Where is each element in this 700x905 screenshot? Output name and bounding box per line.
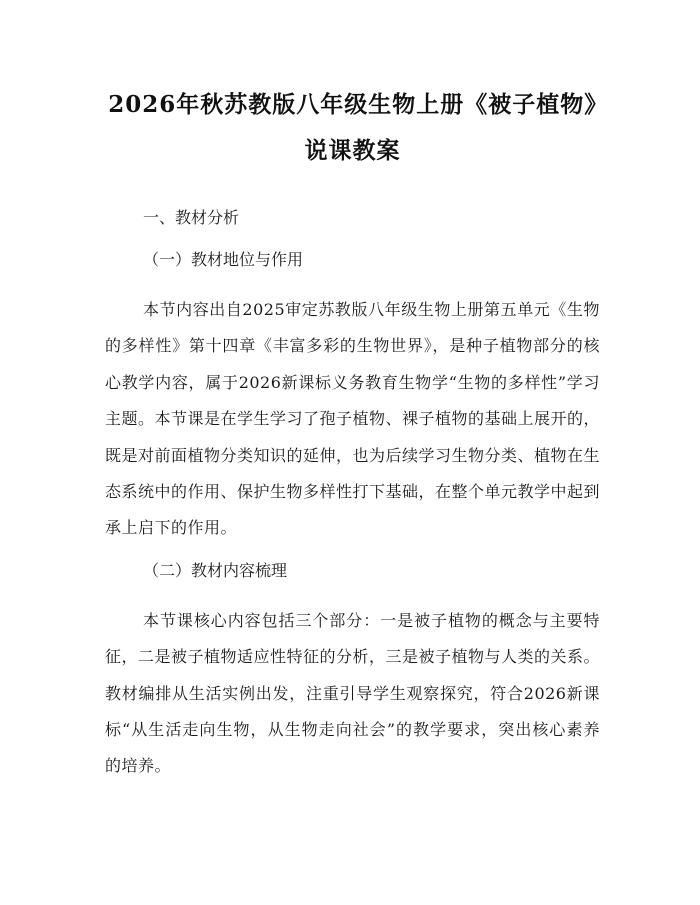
subsection-heading-content-outline: （二）教材内容梳理 (143, 560, 288, 580)
subsection-heading-status-role: （一）教材地位与作用 (143, 250, 304, 269)
paragraph-status-role: 本节内容出自2025审定苏教版八年级生物上册第五单元《生物的多样性》第十四章《丰富多彩的生物世界》，是种子植物部分的核心教学内容，属于2026新课标义务教育生物学“生物的多样性”学习主题。本节课是在学生学习了孢子植物、裸子植物的基础上展开的，既是对前面植物分类知识的延伸，也为后续学习生物分类、植物在生态系统中的作用、保护生物多样性打下基础，在整个单元教学中起到承上启下的作用。 (105, 300, 601, 538)
paragraph-content-outline: 本节课核心内容包括三个部分：一是被子植物的概念与主要特征，二是被子植物适应性特征的分析，三是被子植物与人类的关系。教材编排从生活实例出发，注重引导学生观察探究，符合2026新课标“从生活走向生物，从生物走向社会”的教学要求，突出核心素养的培养。 (105, 610, 601, 776)
section-heading-textbook-analysis: 一、教材分析 (143, 208, 240, 227)
document-title: 2026年秋苏教版八年级生物上册《被子植物》说课教案 (108, 91, 597, 164)
